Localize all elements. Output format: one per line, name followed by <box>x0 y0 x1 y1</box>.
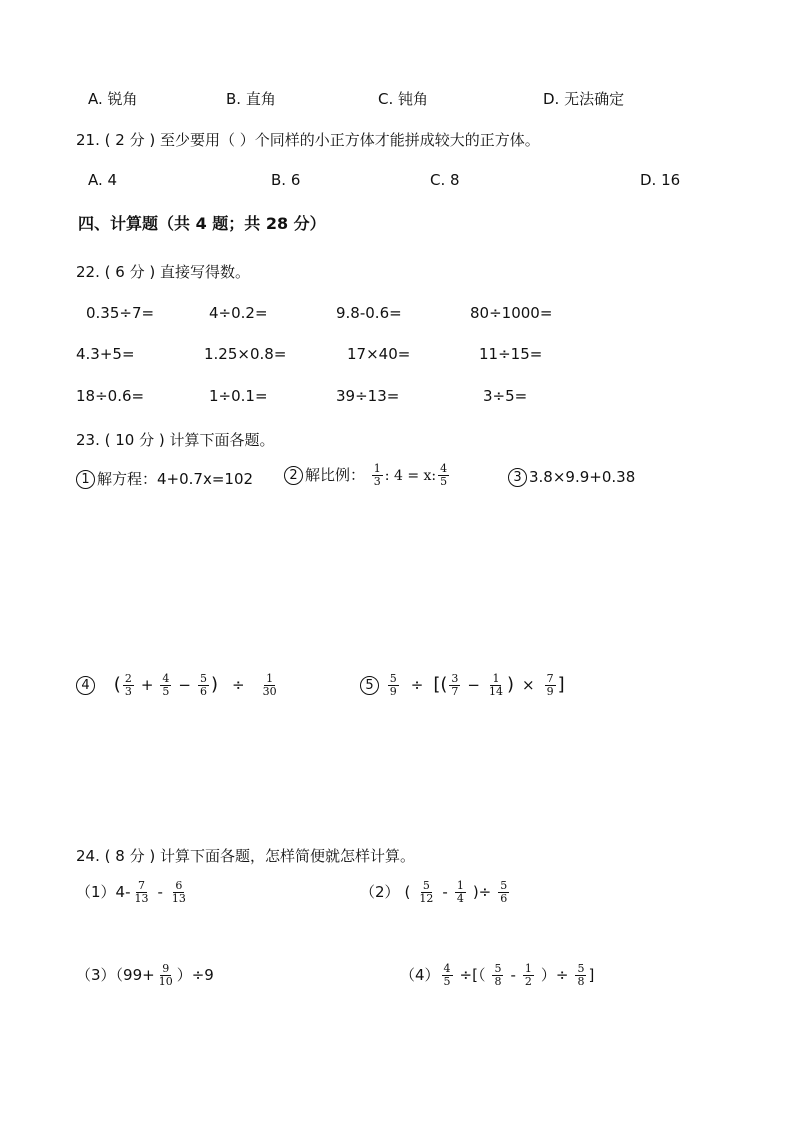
q20-option-a: A. 锐角 <box>88 90 138 108</box>
numerator: 5 <box>422 879 430 892</box>
q22-item: 9.8-0.6= <box>336 304 402 322</box>
fraction <box>455 880 466 905</box>
q22-item: 4÷0.2= <box>209 304 268 322</box>
q23-problem-1 <box>76 468 253 489</box>
denominator: 3 <box>124 685 132 698</box>
fraction <box>449 673 460 698</box>
denominator: 3 <box>373 475 381 488</box>
numerator: 7 <box>138 879 145 892</box>
denominator: 8 <box>494 975 502 988</box>
fraction <box>372 463 383 488</box>
q20-option-b: B. 直角 <box>226 90 276 108</box>
q21-number: 21. <box>76 131 100 149</box>
numerator: 4 <box>162 672 170 685</box>
q24-p3-tail: ）÷9 <box>176 966 214 984</box>
q22-item: 18÷0.6= <box>76 387 145 405</box>
q24-text: 计算下面各题，怎样简便就怎样计算。 <box>159 847 415 865</box>
q23-p2-mid: : 4 = x: <box>384 468 437 484</box>
denominator: 13 <box>171 892 186 905</box>
fraction <box>523 963 534 988</box>
q23-line <box>76 429 275 450</box>
numerator: 1 <box>524 962 532 975</box>
denominator: 9 <box>546 685 554 698</box>
fraction <box>133 880 151 905</box>
q24-problem-3 <box>76 963 214 988</box>
denominator: 9 <box>389 685 397 698</box>
q24-p3-label: （3）（99+ <box>76 966 155 984</box>
q22-item: 3÷5= <box>483 387 528 405</box>
q24-problem-4: （4） $\frac{4}{5}$ ÷[（ $\frac{5}{8}$ - $\frac{1}{2}$ ）÷ $\frac{5}{8}$ ] <box>400 962 595 988</box>
q21-option-b: B. 6 <box>271 171 301 189</box>
q24-p4-label: （4） <box>400 966 440 984</box>
q22-number: 22. <box>76 263 100 281</box>
q22-item: 4.3+5= <box>76 345 135 363</box>
fraction <box>442 963 453 988</box>
circled-number-1: 1 <box>76 470 95 489</box>
fraction <box>388 673 399 698</box>
q22-item: 17×40= <box>347 345 411 363</box>
fraction <box>170 880 188 905</box>
circled-number-2: 2 <box>284 466 303 485</box>
numerator: 1 <box>492 672 500 685</box>
numerator: 5 <box>494 962 502 975</box>
fraction <box>575 963 586 988</box>
section-title: 四、计算题（共 4 题；共 28 分） <box>78 214 326 233</box>
denominator: 13 <box>134 892 149 905</box>
q24-problem-2: （2） ( $\frac{5}{12}$ - $\frac{1}{4}$ )÷ $\frac{5}{6}$ <box>360 879 508 905</box>
q24-p1-label: （1）4- <box>76 883 131 901</box>
numerator: 2 <box>124 672 132 685</box>
q23-p3-text: 3.8×9.9+0.38 <box>529 468 636 486</box>
fraction <box>417 880 435 905</box>
q22-item: 1÷0.1= <box>209 387 268 405</box>
q23-number: 23. <box>76 431 100 449</box>
circled-number-4: 4 <box>76 676 95 695</box>
numerator: 4 <box>443 962 451 975</box>
denominator: 7 <box>451 685 459 698</box>
denominator: 6 <box>500 892 508 905</box>
numerator: 6 <box>175 879 183 892</box>
fraction <box>438 463 449 488</box>
numerator: 5 <box>199 672 207 685</box>
denominator: 4 <box>456 892 464 905</box>
fraction <box>545 673 556 698</box>
fraction <box>492 963 503 988</box>
denominator: 5 <box>443 975 451 988</box>
numerator: 9 <box>162 962 170 975</box>
q22-item: 39÷13= <box>336 387 400 405</box>
numerator: 1 <box>266 672 274 685</box>
q22-item: 1.25×0.8= <box>204 345 287 363</box>
q22-points: ( 6 分 ) <box>104 263 156 281</box>
q22-item: 80÷1000= <box>470 304 553 322</box>
q24-p2-label: （2） <box>360 883 400 901</box>
fraction <box>487 673 505 698</box>
denominator: 8 <box>577 975 585 988</box>
denominator: 5 <box>162 685 170 698</box>
q23-p2-label: 解比例： <box>305 466 366 484</box>
q23-points: ( 10 分 ) <box>104 431 165 449</box>
q23-problem-3 <box>508 468 635 487</box>
q21-line <box>76 129 540 150</box>
q20-option-d: D. 无法确定 <box>543 90 625 108</box>
q24-problem-1: （1）4- $\frac{7}{13}$ - $\frac{6}{13}$ <box>76 879 186 905</box>
numerator: 4 <box>440 462 448 475</box>
fraction <box>498 880 509 905</box>
fraction <box>160 673 171 698</box>
q21-points: ( 2 分 ) <box>104 131 156 149</box>
fraction <box>198 673 209 698</box>
q23-problem-5: 5 $\frac{5}{9}$ ÷ [( $\frac{3}{7}$ − $\frac{1}{14}$ ) × $\frac{7}{9}$ ] <box>360 673 565 698</box>
numerator: 7 <box>546 672 554 685</box>
q22-text: 直接写得数。 <box>159 263 250 281</box>
q22-item: 11÷15= <box>479 345 543 363</box>
q23-problem-4: 4 ( $\frac{2}{3}$ + $\frac{4}{5}$ − $\frac{5}{6}$ ) ÷ $\frac{1}{30}$ <box>76 673 281 698</box>
numerator: 5 <box>389 672 397 685</box>
denominator: 5 <box>440 475 448 488</box>
circled-number-5: 5 <box>360 676 379 695</box>
q23-text: 计算下面各题。 <box>169 431 275 449</box>
numerator: 5 <box>500 879 508 892</box>
q24-number: 24. <box>76 847 100 865</box>
fraction <box>157 963 175 988</box>
denominator: 2 <box>524 975 532 988</box>
numerator: 3 <box>451 672 459 685</box>
numerator: 5 <box>577 962 585 975</box>
q21-option-d: D. 16 <box>640 171 681 189</box>
q23-problem-2 <box>284 463 451 488</box>
denominator: 30 <box>262 685 277 698</box>
q21-option-a: A. 4 <box>88 171 118 189</box>
q24-points: ( 8 分 ) <box>104 847 156 865</box>
q21-text: 至少要用（ ）个同样的小正方体才能拼成较大的正方体。 <box>159 131 540 149</box>
fraction <box>261 673 279 698</box>
denominator: 10 <box>158 975 173 988</box>
q22-line <box>76 261 250 282</box>
denominator: 6 <box>199 685 207 698</box>
q23-p1-text: 解方程：4+0.7x=102 <box>97 470 254 488</box>
circled-number-3: 3 <box>508 468 527 487</box>
q22-item: 0.35÷7= <box>86 304 155 322</box>
denominator: 12 <box>419 892 434 905</box>
numerator: 1 <box>373 462 381 475</box>
denominator: 14 <box>488 685 503 698</box>
q20-option-c: C. 钝角 <box>378 90 429 108</box>
numerator: 1 <box>456 879 464 892</box>
q24-line <box>76 845 415 866</box>
fraction <box>123 673 134 698</box>
q21-option-c: C. 8 <box>430 171 460 189</box>
